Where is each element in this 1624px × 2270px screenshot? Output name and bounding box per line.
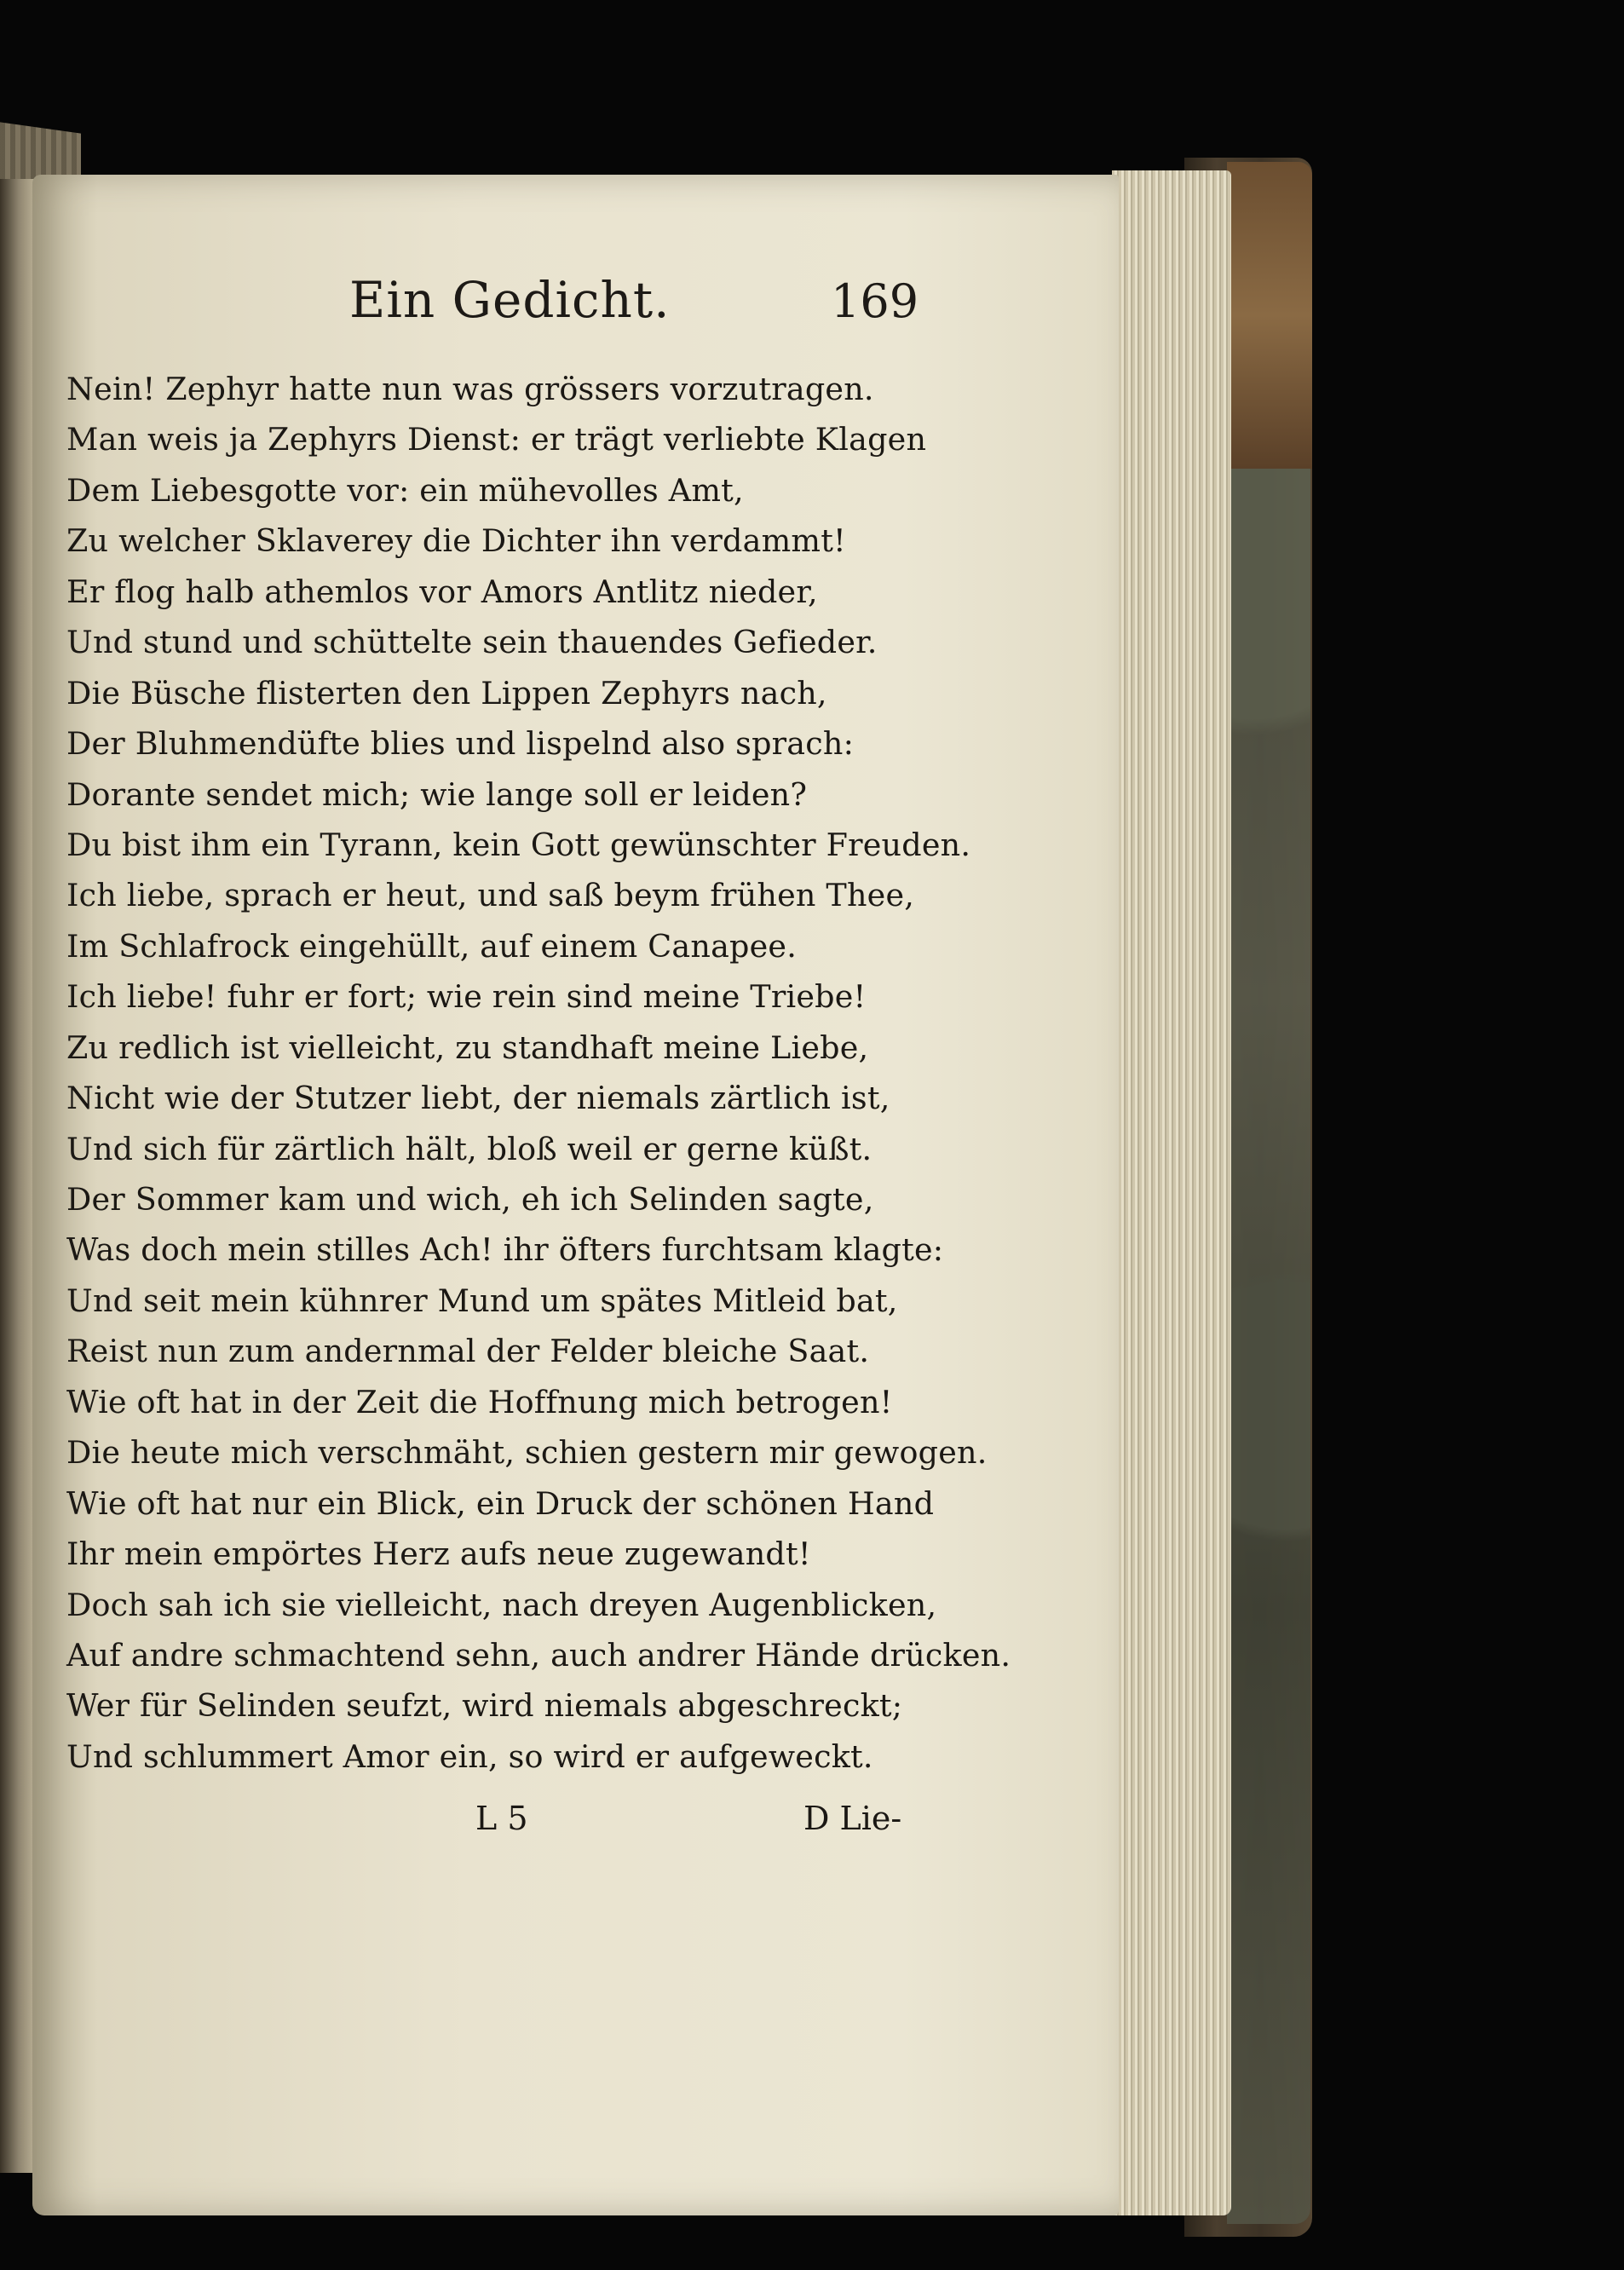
verse-line: Man weis ja Zephyrs Dienst: er trägt verliebte Klagen: [66, 421, 927, 458]
verse-line: Dem Liebesgotte vor: ein mühevolles Amt,: [66, 471, 744, 509]
verse-line: Zu welcher Sklaverey die Dichter ihn verdammt!: [66, 522, 846, 560]
verse-line: Und sich für zärtlich hält, bloß weil er gerne küßt.: [66, 1130, 872, 1167]
signature-mark: L 5: [475, 1800, 528, 1837]
verse-line: Er flog halb athemlos vor Amors Antlitz nieder,: [66, 573, 818, 610]
verse-line: Auf andre schmachtend sehn, auch andrer Hände drücken.: [66, 1636, 1011, 1674]
verse-line: Ihr mein empörtes Herz aufs neue zugewandt!: [66, 1535, 811, 1573]
verse-line: Die heute mich verschmäht, schien gestern mir gewogen.: [66, 1434, 988, 1472]
poem-text-block: [66, 364, 1011, 1782]
verse-line: Der Sommer kam und wich, eh ich Selinden sagte,: [66, 1181, 874, 1218]
page-footer: [66, 1800, 919, 1851]
verse-line: Die Büsche flisterten den Lippen Zephyrs nach,: [66, 674, 827, 712]
verse-line: Wer für Selinden seufzt, wird niemals abgeschreckt;: [66, 1687, 903, 1725]
verse-line: Reist nun zum andernmal der Felder bleiche Saat.: [66, 1333, 870, 1370]
verse-line: Der Bluhmendüfte blies und lispelnd also sprach:: [66, 725, 855, 763]
marbled-cover-paper: [1227, 179, 1310, 2224]
verse-line: Und schlummert Amor ein, so wird er aufgeweckt.: [66, 1737, 873, 1775]
verse-line: Was doch mein stilles Ach! ihr öfters furchtsam klagte:: [66, 1231, 944, 1269]
verse-line: Dorante sendet mich; wie lange soll er leiden?: [66, 775, 808, 813]
verse-line: Du bist ihm ein Tyrann, kein Gott gewünschter Freuden.: [66, 826, 971, 863]
catchword: D Lie-: [803, 1800, 902, 1837]
leather-corner: [1227, 162, 1312, 469]
verse-line: Nicht wie der Stutzer liebt, der niemals zärtlich ist,: [66, 1080, 890, 1117]
verse-line: Nein! Zephyr hatte nun was grössers vorzutragen.: [66, 371, 874, 407]
page-fore-edge: [1112, 170, 1231, 2215]
verse-line: Wie oft hat in der Zeit die Hoffnung mich betrogen!: [66, 1383, 893, 1420]
verse-line: Im Schlafrock eingehüllt, auf einem Canapee.: [66, 927, 797, 965]
verse-line: Ich liebe, sprach er heut, und saß beym frühen Thee,: [66, 877, 915, 914]
previous-page-edge: [0, 179, 34, 2173]
verse-line: Ich liebe! fuhr er fort; wie rein sind meine Triebe!: [66, 978, 867, 1016]
page-number: 169: [831, 274, 919, 328]
verse-line: Doch sah ich sie vielleicht, nach dreyen Augenblicken,: [66, 1586, 937, 1623]
verse-line: Und stund und schüttelte sein thauendes Gefieder.: [66, 624, 878, 661]
verse-line: Wie oft hat nur ein Blick, ein Druck der schönen Hand: [66, 1484, 935, 1522]
verse-line: Zu redlich ist vielleicht, zu standhaft meine Liebe,: [66, 1028, 869, 1066]
verse-line: Und seit mein kühnrer Mund um spätes Mitleid bat,: [66, 1282, 898, 1319]
running-title: Ein Gedicht.: [349, 271, 671, 329]
